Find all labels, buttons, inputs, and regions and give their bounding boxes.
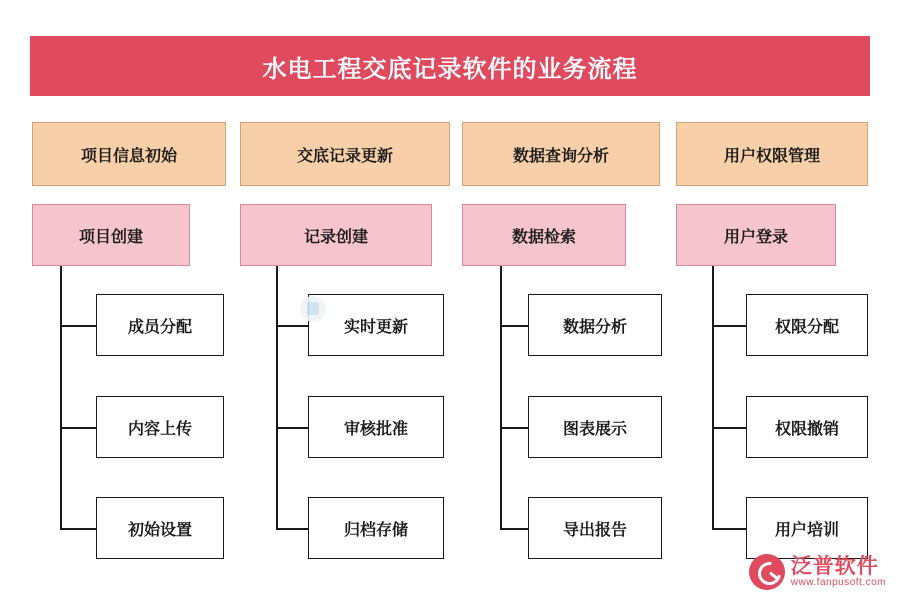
connector-h-col4-2: [712, 427, 746, 429]
node-level2-col1[interactable]: 项目创建: [32, 204, 190, 266]
fanpu-circle-logo-icon: [749, 554, 785, 590]
connector-h-col2-2: [276, 427, 308, 429]
connector-h-col2-3: [276, 528, 308, 530]
node-level3-col3-3[interactable]: 导出报告: [528, 497, 662, 559]
node-level3-col1-2[interactable]: 内容上传: [96, 396, 224, 458]
connector-vertical-col2: [276, 266, 278, 529]
node-level2-col2[interactable]: 记录创建: [240, 204, 432, 266]
node-level3-col2-2[interactable]: 审核批准: [308, 396, 444, 458]
connector-vertical-col1: [60, 266, 62, 529]
node-level3-col4-3[interactable]: 用户培训: [746, 497, 868, 559]
node-level3-col2-1[interactable]: 实时更新: [308, 294, 444, 356]
node-level3-col1-3[interactable]: 初始设置: [96, 497, 224, 559]
connector-h-col1-1: [60, 325, 96, 327]
node-level1-col4[interactable]: 用户权限管理: [676, 122, 868, 186]
brand-text: [791, 556, 886, 589]
connector-h-col3-3: [500, 528, 528, 530]
connector-h-col4-1: [712, 325, 746, 327]
node-level3-col1-1[interactable]: 成员分配: [96, 294, 224, 356]
node-level3-col4-2[interactable]: 权限撤销: [746, 396, 868, 458]
node-level2-col4[interactable]: 用户登录: [676, 204, 836, 266]
node-level1-col3[interactable]: 数据查询分析: [462, 122, 660, 186]
node-level3-col4-1[interactable]: 权限分配: [746, 294, 868, 356]
connector-h-col2-1: [276, 325, 308, 327]
connector-h-col1-3: [60, 528, 96, 530]
node-level3-col3-1[interactable]: 数据分析: [528, 294, 662, 356]
connector-h-col1-2: [60, 427, 96, 429]
brand-name: 泛普软件: [790, 554, 879, 578]
node-level1-col2[interactable]: 交底记录更新: [240, 122, 450, 186]
page-title: 水电工程交底记录软件的业务流程: [262, 55, 638, 83]
node-level3-col3-2[interactable]: 图表展示: [528, 396, 662, 458]
brand-url: www.fanpusoft.com: [790, 576, 886, 588]
node-level1-col1[interactable]: 项目信息初始: [32, 122, 226, 186]
node-level3-col2-3[interactable]: 归档存储: [308, 497, 444, 559]
connector-h-col4-3: [712, 528, 746, 530]
watermark-icon: [300, 296, 326, 322]
connector-h-col3-1: [500, 325, 528, 327]
connector-vertical-col3: [500, 266, 502, 529]
diagram-title-banner: [30, 36, 870, 96]
brand-logo: [749, 554, 886, 590]
connector-h-col3-2: [500, 427, 528, 429]
node-level2-col3[interactable]: 数据检索: [462, 204, 626, 266]
connector-vertical-col4: [712, 266, 714, 529]
